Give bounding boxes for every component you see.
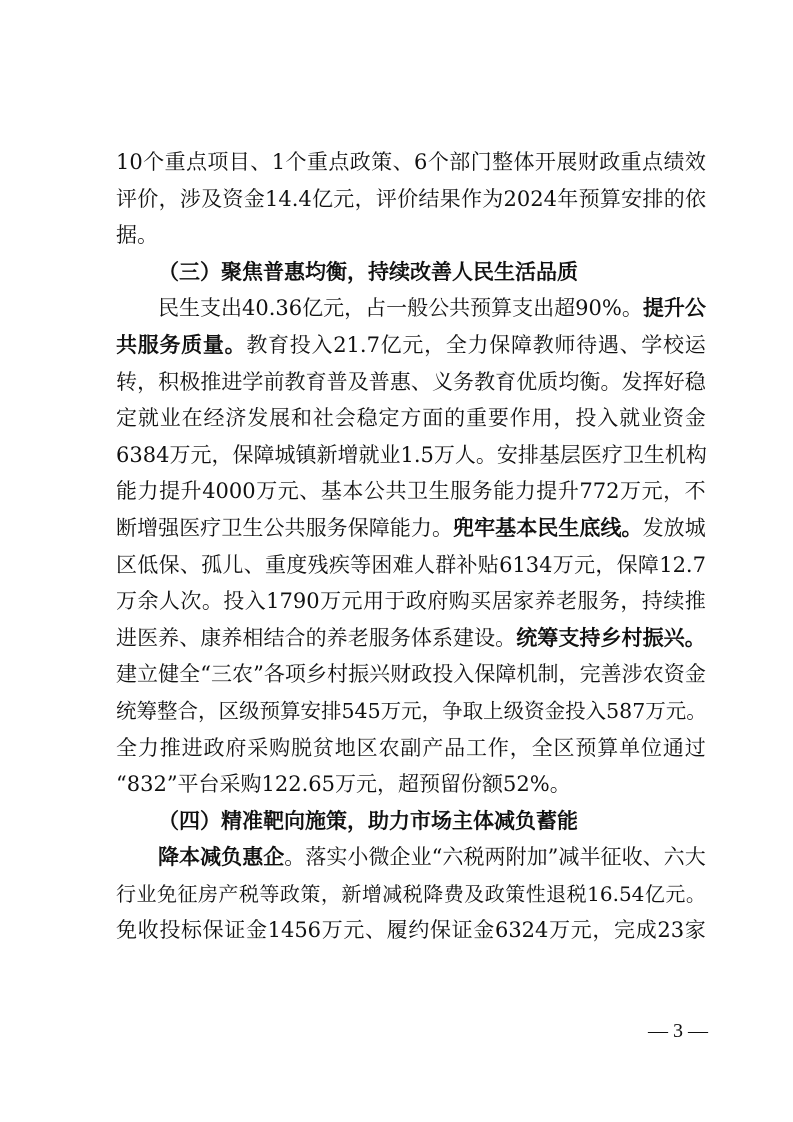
text-line: 民 生 支 出 40.36 亿 元 ， 占 一 般 公 共 预 算 支 出 超 90% 。 提 升 公 (158, 295, 706, 321)
text-line: 行 业 免 征 房 产 税 等 政 策 ， 新 增 减 税 降 费 及 政 策 性 退 税 16.54 亿 元 。 (116, 881, 706, 906)
text-line (116, 803, 706, 840)
text-line: 能 力 提 升 4000 万 元 、 基 本 公 共 卫 生 服 务 能 力 提 升 772 万 元 ， 不 (116, 479, 706, 504)
text-segment: 据。 (116, 223, 158, 248)
text-line: 全 力 推 进 政 府 采 购 脱 贫 地 区 农 副 产 品 工 作 ， 全 区 预 算 单 位 通 过 (116, 735, 706, 760)
text-line: 万 余 人 次 。 投 入 1790 万 元 用 于 政 府 购 买 居 家 养 老 服 务 ， 持 续 推 (116, 589, 706, 614)
text-line: 进 医 养 、 康 养 相 结 合 的 养 老 服 务 体 系 建 设 。 统 筹 支 持 乡 村 振 兴 。 (116, 624, 706, 650)
text-line (116, 254, 706, 291)
text-line: 降 本 减 负 惠 企 。 落 实 小 微 企 业 “ 六 税 两 附 加 ” 减 半 征 收 、 六 大 (158, 844, 706, 870)
text-line: 10 个 重 点 项 目 、 1 个 重 点 政 策 、 6 个 部 门 整 体 开 展 财 政 重 点 绩 效 (116, 150, 706, 174)
text-line: 断 增 强 医 疗 卫 生 公 共 服 务 保 障 能 力 。 兜 牢 基 本 民 生 底 线 。 发 放 城 (116, 514, 706, 540)
bold-text-segment: （三）聚焦普惠均衡，持续改善人民生活品质 (158, 258, 578, 284)
text-line: 区 低 保 、 孤 儿 、 重 度 残 疾 等 困 难 人 群 补 贴 6134 万 元 ， 保 障 12.7 (116, 552, 706, 577)
text-line: 6384 万 元 ， 保 障 城 镇 新 增 就 业 1.5 万 人 。 安 排 基 层 医 疗 卫 生 机 构 (116, 442, 707, 467)
text-line: 统 筹 整 合 ， 区 级 预 算 安 排 545 万 元 ， 争 取 上 级 资 金 投 入 587 万 元 。 (116, 698, 707, 723)
text-segment: “832”平台采购122.65万元，超预留份额52%。 (116, 772, 571, 797)
text-line: 评 价 ， 涉 及 资 金 14.4 亿 元 ， 评 价 结 果 作 为 2024 年 预 算 安 排 的 依 (116, 186, 706, 211)
text-line: 免 收 投 标 保 证 金 1456 万 元 、 履 约 保 证 金 6324 万 元 ， 完 成 23 家 (116, 918, 706, 943)
page-number: — 3 — (648, 1020, 708, 1042)
body-text (116, 144, 706, 949)
text-line (116, 766, 706, 803)
text-line: 共 服 务 质 量 。 教 育 投 入 21.7 亿 元 ， 全 力 保 障 教 师 待 遇 、 学 校 运 (116, 331, 706, 357)
text-line: 定 就 业 在 经 济 发 展 和 社 会 稳 定 方 面 的 重 要 作 用 ， 投 入 就 业 资 金 (116, 406, 706, 431)
bold-text-segment: （四）精准靶向施策，助力市场主体减负蓄能 (158, 807, 578, 833)
text-line: 转 ， 积 极 推 进 学 前 教 育 普 及 普 惠 、 义 务 教 育 优 质 均 衡 。 发 挥 好 稳 (116, 369, 706, 394)
text-line (116, 217, 706, 254)
text-line: 建 立 健 全 “ 三 农 ” 各 项 乡 村 振 兴 财 政 投 入 保 障 机 制 ， 完 善 涉 农 资 金 (116, 662, 706, 687)
